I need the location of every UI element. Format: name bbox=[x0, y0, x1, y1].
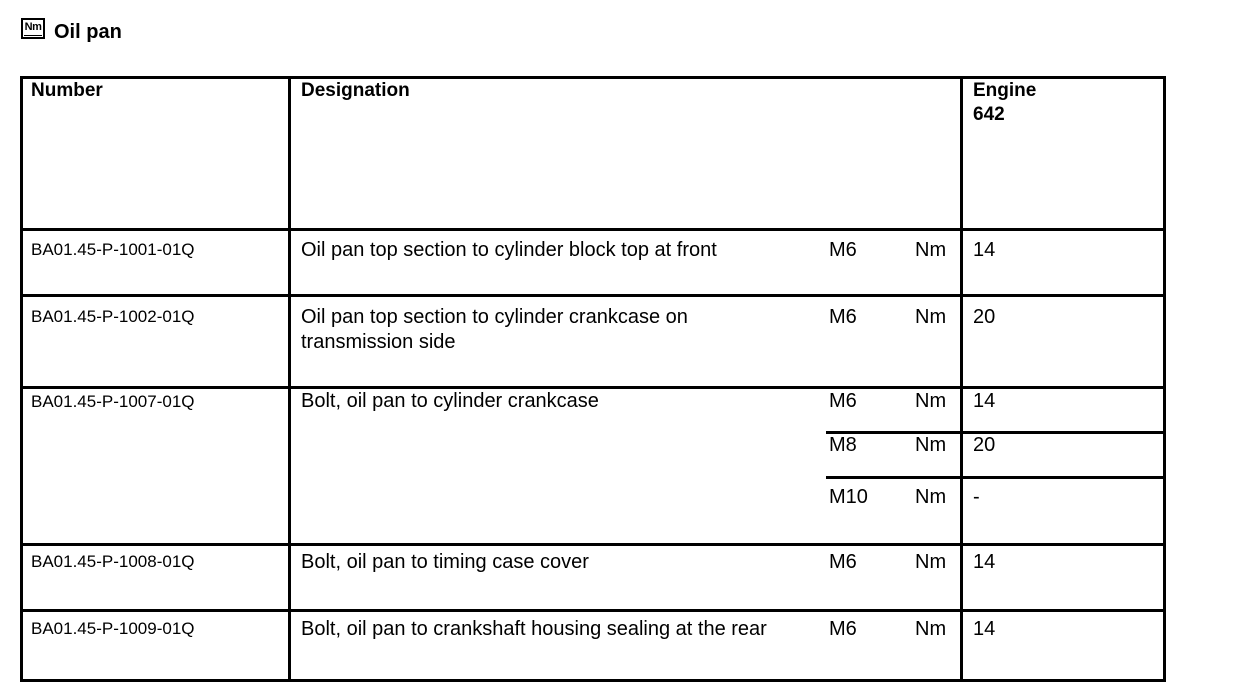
torque-value: 20 bbox=[973, 434, 996, 456]
row-designation: Oil pan top section to cylinder crankcase on bbox=[301, 306, 688, 328]
row-divider bbox=[20, 609, 1166, 612]
thread-size: M10 bbox=[829, 486, 868, 508]
row-number: BA01.45-P-1007-01Q bbox=[31, 392, 195, 411]
torque-unit: Nm bbox=[915, 239, 947, 261]
row-designation-cont: transmission side bbox=[301, 331, 456, 353]
column-divider bbox=[288, 76, 291, 682]
torque-unit: Nm bbox=[915, 390, 947, 412]
torque-unit: Nm bbox=[915, 618, 947, 640]
thread-size: M6 bbox=[829, 239, 857, 261]
row-designation: Bolt, oil pan to cylinder crankcase bbox=[301, 390, 599, 412]
row-designation: Bolt, oil pan to crankshaft housing sealing at the rear bbox=[301, 618, 767, 640]
header-engine-code: 642 bbox=[973, 104, 1005, 125]
torque-unit: Nm bbox=[915, 434, 947, 456]
row-number: BA01.45-P-1008-01Q bbox=[31, 552, 195, 571]
thread-size: M6 bbox=[829, 390, 857, 412]
sub-row-divider bbox=[826, 476, 1166, 479]
thread-size: M8 bbox=[829, 434, 857, 456]
torque-value: 14 bbox=[973, 551, 996, 573]
header-number: Number bbox=[31, 80, 103, 101]
torque-value: - bbox=[973, 486, 980, 508]
row-divider bbox=[20, 228, 1166, 231]
torque-unit: Nm bbox=[915, 551, 947, 573]
thread-size: M6 bbox=[829, 618, 857, 640]
header-engine: Engine bbox=[973, 80, 1037, 101]
row-number: BA01.45-P-1009-01Q bbox=[31, 619, 195, 638]
row-designation: Bolt, oil pan to timing case cover bbox=[301, 551, 589, 573]
section-title: Oil pan bbox=[54, 21, 122, 43]
torque-value: 20 bbox=[973, 306, 996, 328]
thread-size: M6 bbox=[829, 551, 857, 573]
torque-value: 14 bbox=[973, 390, 996, 412]
row-divider bbox=[20, 294, 1166, 297]
row-number: BA01.45-P-1001-01Q bbox=[31, 240, 195, 259]
row-designation: Oil pan top section to cylinder block top at front bbox=[301, 239, 717, 261]
sub-row-divider bbox=[826, 431, 1166, 434]
torque-nm-icon: Nm bbox=[21, 18, 45, 39]
row-divider bbox=[20, 543, 1166, 546]
row-number: BA01.45-P-1002-01Q bbox=[31, 307, 195, 326]
thread-size: M6 bbox=[829, 306, 857, 328]
torque-unit: Nm bbox=[915, 486, 947, 508]
torque-value: 14 bbox=[973, 618, 996, 640]
column-divider bbox=[960, 76, 963, 682]
torque-table bbox=[20, 76, 1166, 682]
header-designation: Designation bbox=[301, 80, 410, 101]
torque-value: 14 bbox=[973, 239, 996, 261]
torque-unit: Nm bbox=[915, 306, 947, 328]
